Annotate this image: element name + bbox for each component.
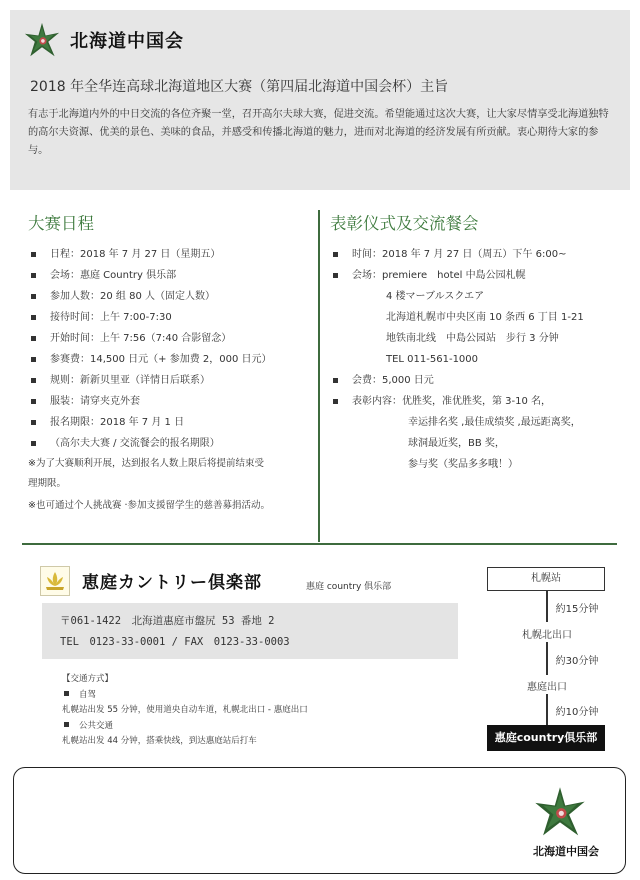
footer-brand-name: 北海道中国会 <box>533 845 599 858</box>
route-stop-1: 札幌北出口 <box>522 630 572 641</box>
note-charity: ※也可通过个人挑战赛 ·参加支援留学生的慈善募捐活动。 <box>28 500 271 511</box>
intro-paragraph: 有志于北海道内外的中日交流的各位齐聚一堂，召开高尔夫球大赛，促进交流。希望能通过这次大赛，让大家尽情享受北海道独特的高尔夫资源、优美的景色、美味的食品，并感受和传播北海道的魅力，进而对北海道的经济发展有所贡献。衷心期待大家的参与。 <box>28 109 609 156</box>
ceremony-section <box>330 210 620 475</box>
star-leaf-logo-icon <box>24 22 60 58</box>
schedule-title: 大赛日程 <box>28 214 94 233</box>
route-connector <box>546 642 548 675</box>
route-leg-1: 約15分钟 <box>555 604 599 615</box>
list-item: 开始时间：上午 7:56（7:40 合影留念） <box>28 328 313 349</box>
ceremony-list <box>330 244 620 286</box>
ceremony-awards: 表彰内容：优胜奖，准优胜奖，第 3-10 名， <box>330 391 620 412</box>
list-item: 日程：2018 年 7 月 27 日（星期五） <box>28 244 313 265</box>
venue-address: 〒061-1422 北海道惠庭市盤尻 53 番地 2 <box>60 615 275 627</box>
note-deadline-line2: 理期限。 <box>28 478 67 489</box>
transport-car-text: 札幌站出发 55 分钟，使用道央自动车道，札幌北出口 - 惠庭出口 <box>62 705 308 715</box>
list-item: 报名期限：2018 年 7 月 1 日 <box>28 412 313 433</box>
transport-car-label-row <box>62 688 308 704</box>
award-line: 参与奖（奖品多多哦！） <box>408 459 518 470</box>
ceremony-list-2 <box>330 370 620 412</box>
ceremony-venue: 会场：premiere hotel 中島公园札幌 <box>330 265 620 286</box>
route-connector <box>546 591 548 622</box>
note-deadline-line1: ※为了大赛顺利开展，达到报名人数上限后将提前结束受 <box>28 458 264 469</box>
brand-logo <box>24 20 184 60</box>
bullet-square-icon <box>64 691 69 696</box>
schedule-list <box>28 244 313 454</box>
venue-detail-line: TEL 011-561-1000 <box>386 354 479 365</box>
route-leg-3: 約10分钟 <box>555 707 599 718</box>
award-line: 幸运排名奖 ,最佳成绩奖 ,最远距离奖， <box>408 417 581 428</box>
venue-subtitle: 惠庭 country 俱乐部 <box>306 582 392 592</box>
transport-bus-label: 公共交通 <box>79 720 114 731</box>
list-item: 接待时间：上午 7:00-7:30 <box>28 307 313 328</box>
transport-bus-label-row <box>62 719 308 735</box>
ceremony-title: 表彰仪式及交流餐会 <box>330 214 479 233</box>
route-start: 札幌站 <box>487 567 605 591</box>
venue-detail-line: 北海道札幌市中央区南 10 条西 6 丁目 1-21 <box>386 312 584 323</box>
header-panel <box>10 10 630 190</box>
transport-title: 【交通方式】 <box>62 674 114 684</box>
venue-name: 恵庭カントリー倶楽部 <box>82 573 262 593</box>
bullet-square-icon <box>64 722 69 727</box>
transport-car-label: 自驾 <box>79 689 97 700</box>
list-item: 参加人数：20 组 80 人（固定人数） <box>28 286 313 307</box>
route-leg-2: 約30分钟 <box>555 656 599 667</box>
column-divider <box>318 210 320 542</box>
route-stop-2: 惠庭出口 <box>527 682 567 693</box>
address-box <box>42 603 458 659</box>
star-leaf-logo-icon <box>532 786 588 838</box>
transport-info <box>62 672 308 750</box>
venue-detail-line: 4 楼マーブルスクエア <box>386 291 485 302</box>
route-connector <box>546 694 548 725</box>
award-line: 球洞最近奖，BB 奖， <box>408 438 505 449</box>
schedule-section <box>28 210 313 516</box>
list-item: 规则：新新贝里亚（详情日后联系） <box>28 370 313 391</box>
route-end: 惠庭country俱乐部 <box>487 725 605 751</box>
page-title: 2018 年全华连高球北海道地区大赛（第四届北海道中国会杯）主旨 <box>30 79 449 95</box>
list-item: 服装：请穿夹克外套 <box>28 391 313 412</box>
ceremony-fee: 会费：5,000 日元 <box>330 370 620 391</box>
lotus-logo-icon <box>40 566 70 596</box>
transport-bus-text: 札幌站出发 44 分钟，搭乘快线，到达惠庭站后打车 <box>62 736 257 746</box>
list-item: （高尔夫大赛 / 交流餐会的报名期限） <box>28 433 313 454</box>
list-item: 参赛费：14,500 日元（+ 参加费 2，000 日元） <box>28 349 313 370</box>
section-divider <box>22 543 617 545</box>
brand-name: 北海道中国会 <box>70 31 184 52</box>
ceremony-time: 时间：2018 年 7 月 27 日（周五）下午 6:00~ <box>330 244 620 265</box>
venue-detail-line: 地铁南北线 中島公园站 步行 3 分钟 <box>386 333 559 344</box>
venue-phone: TEL 0123-33-0001 / FAX 0123-33-0003 <box>60 636 290 648</box>
list-item: 会场：惠庭 Country 俱乐部 <box>28 265 313 286</box>
